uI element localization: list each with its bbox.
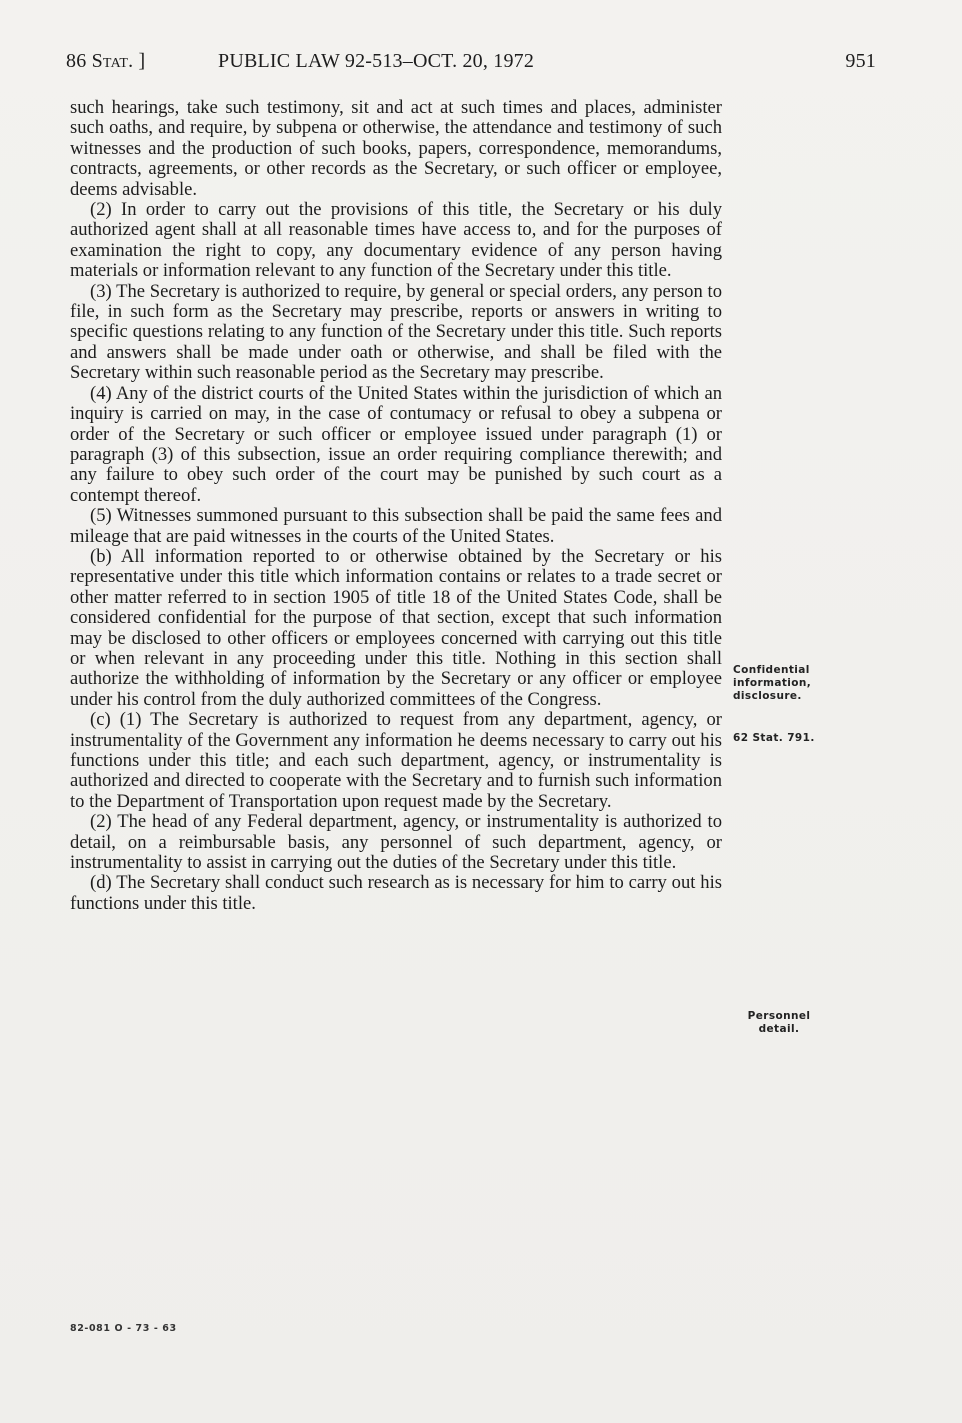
stat-volume (66, 50, 145, 73)
paragraph-b: (b) All information reported to or otherwise obtained by the Secretary or his representative under this title which information contains or relates to a trade secret or other matter referred to in section 1905 of title 18 of the United States Code, shall be considered confidential for the purpose of that section, except that such information may be disclosed to other officers or employees concerned with carrying out this title or when relevant in any proceeding under this title. Nothing in this section shall authorize the withholding of information by the Secretary or any officer or employee under his control from the duly authorized committees of the Congress. (70, 545, 722, 710)
paragraph-a5: (5) Witnesses summoned pursuant to this subsection shall be paid the same fees and mileage that are paid witnesses in the courts of the United States. (70, 505, 722, 547)
paragraph-a3: (3) The Secretary is authorized to require, by general or special orders, any person to file, in such form as the Secretary may prescribe, reports or answers in writing to specific questions relating to any function of the Secretary under this title. Such reports and answers shall be made under oath or otherwise, and shall be filed with the Secretary within such reasonable period as the Secretary may prescribe. (70, 280, 722, 384)
paragraph-c1: (c) (1) The Secretary is authorized to request from any department, agency, or instrumentality of the Government any information he deems necessary to carry out his functions under this title; and each such department, agency, or instrumentality is authorized and directed to cooperate with the Secretary and to furnish such information to the Department of Transportation upon request made by the Secretary. (70, 709, 722, 812)
statute-body (70, 98, 722, 914)
stat-label: Stat. ] (91, 50, 146, 72)
paragraph-c2: (2) The head of any Federal department, agency, or instrumentality is authorized to detail, on a reimbursable basis, any personnel of such department, agency, or instrumentality to assist in carrying out the duties of the Secretary under this title. (70, 811, 722, 874)
paragraph-d: (d) The Secretary shall conduct such research as is necessary for him to carry out his functions under this title. (70, 872, 722, 914)
page-number: 951 (845, 50, 876, 72)
running-header (66, 50, 876, 80)
print-code: 82-081 O - 73 - 63 (70, 1323, 177, 1334)
paragraph-a2: (2) In order to carry out the provisions of this title, the Secretary or his duly authorized agent shall at all reasonable times have access to, and for the purposes of examination the right to copy, any documentary evidence of any person having materials or information relevant to any function of the Secretary under this title. (70, 199, 722, 282)
law-title: PUBLIC LAW 92-513–OCT. 20, 1972 (218, 50, 535, 72)
margin-note-personnel: Personnel detail. (747, 1010, 811, 1035)
margin-note-citation: 62 Stat. 791. (733, 732, 815, 744)
paragraph-continuation: such hearings, take such testimony, sit and act at such times and places, administer such oaths, and require, by subpena or otherwise, the attendance and testimony of such witnesses and the production of such books, papers, correspondence, memorandums, contracts, agreements, or other records as the Secretary, or such officer or employee, deems advisable. (70, 97, 722, 200)
paragraph-a4: (4) Any of the district courts of the United States within the jurisdiction of which an inquiry is carried on may, in the case of contumacy or refusal to obey a subpena or order of the Secretary or such officer or employee issued under paragraph (1) or paragraph (3) of this subsection, issue an order requiring compliance therewith; and any failure to obey such order of the court may be punished by such court as a contempt thereof. (70, 382, 722, 506)
margin-note-confidential: Confidential information, disclosure. (733, 664, 812, 702)
volume-number: 86 (66, 50, 87, 72)
